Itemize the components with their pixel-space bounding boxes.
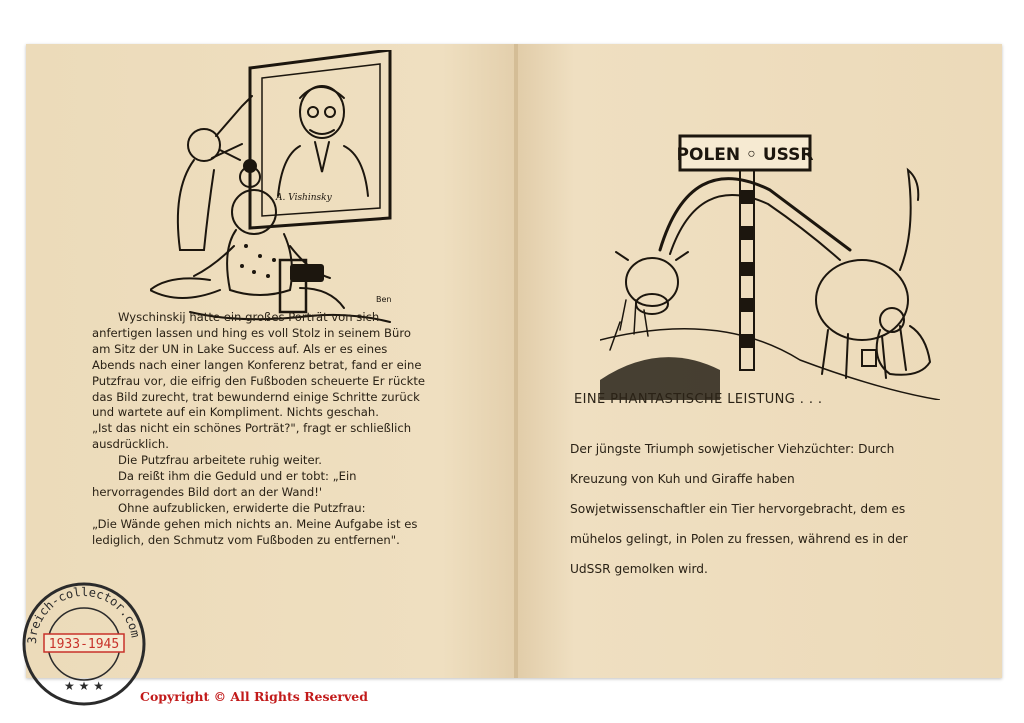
artist-signature: Ben xyxy=(376,295,392,304)
cartoon-cow-giraffe xyxy=(600,130,940,400)
cartoon-portrait-cleaning-lady xyxy=(150,50,400,335)
story-text xyxy=(92,310,432,549)
story-paragraph: Ohne aufzublicken, erwiderte die Putzfrau: xyxy=(118,500,366,515)
stamp-years: 1933-1945 xyxy=(48,637,120,652)
book-gutter xyxy=(514,44,518,678)
story-paragraph: Da reißt ihm die Geduld und er tobt: „Ein hervorragendes Bild dort an der Wand!' xyxy=(92,469,357,499)
watermark-stamp xyxy=(18,578,150,710)
border-sign-text: POLEN ◦ USSR xyxy=(676,145,814,165)
story-paragraph: „Ist das nicht ein schönes Porträt?", fragt er schließlich ausdrücklich. xyxy=(92,421,412,452)
copyright-notice: Copyright © All Rights Reserved xyxy=(140,689,368,704)
story-paragraph: Die Putzfrau arbeitete ruhig weiter. xyxy=(118,453,322,468)
joke-paragraph: Der jüngste Triumph sowjetischer Viehzüchter: Durch Kreuzung von Kuh und Giraffe haben Sowjetwissenschaftler ein Tier hervorgebracht, dem es mühelos gelingt, in Polen zu fressen, während es in der UdSSR gemolken wird. xyxy=(570,442,908,576)
joke-text xyxy=(570,434,918,584)
portrait-signature: A. Vishinsky xyxy=(276,193,332,203)
story-paragraph: Wyschinskij hatte ein großes Porträt von sich anfertigen lassen und hing es voll Stolz in seinem Büro am Sitz der UN in Lake Success auf. Als er es eines Abends nach einer langen Konferenz betrat, fand er eine Putzfrau vor, die eifrig den Fußboden scheuerte Er rückte das Bild zurecht, trat bewundernd einige Schritte zurück und wartete auf ein Kompliment. Nichts geschah. xyxy=(92,310,426,420)
story-paragraph: „Die Wände gehen mich nichts an. Meine Aufgabe ist es lediglich, den Schmutz vom Fußboden zu entfernen". xyxy=(92,516,418,547)
joke-heading: EINE PHANTASTISCHE LEISTUNG . . . xyxy=(574,392,823,407)
stamp-arc-text: 3reich-collector.com xyxy=(24,584,143,645)
stamp-stars: ★ ★ ★ xyxy=(64,679,104,693)
